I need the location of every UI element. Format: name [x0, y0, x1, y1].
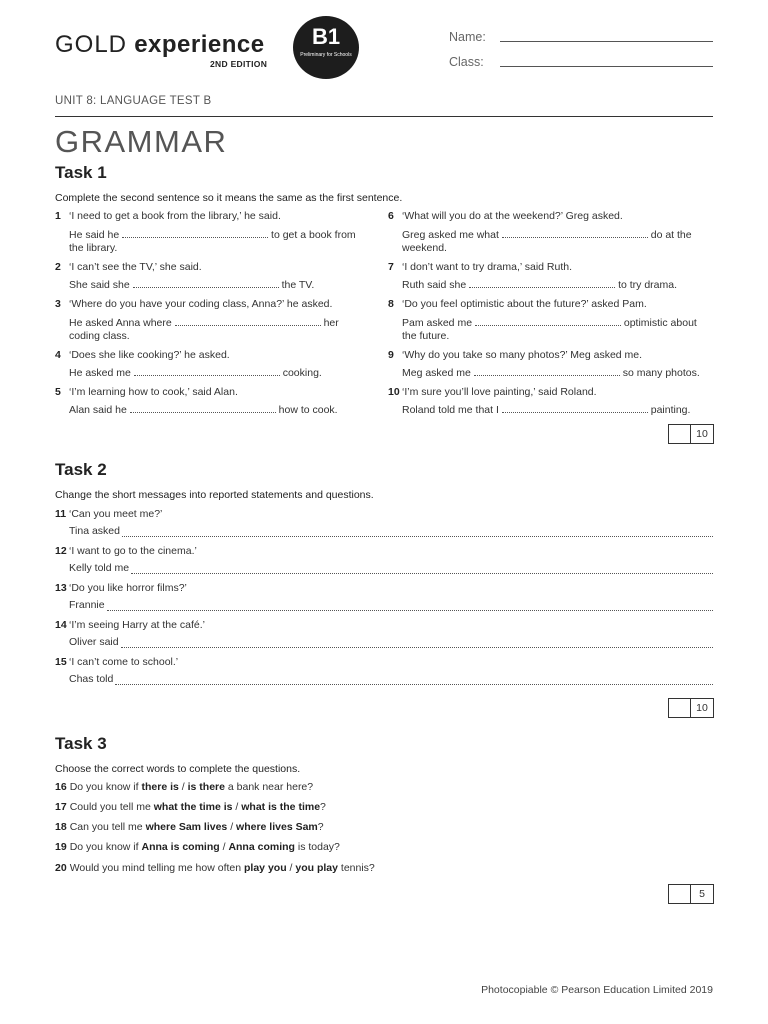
task3-question: 20 Would you mind telling me how often play you / you play tennis? [55, 862, 375, 874]
task1-question: 6 ‘What will you do at the weekend?’ Greg asked. Greg asked me what do at the weekend. [388, 210, 692, 254]
task1-question: 2 ‘I can’t see the TV,’ she said. She said she the TV. [55, 261, 315, 291]
task3-score-box[interactable] [668, 884, 714, 904]
task2-answer-line: Oliver said [69, 636, 713, 648]
score-entry[interactable] [669, 699, 691, 717]
task1-question: 3 ‘Where do you have your coding class, Anna?’ he asked. He asked Anna where her coding class. [55, 298, 339, 342]
answer-blank[interactable] [474, 366, 620, 376]
logo-gold-text: GOLD [55, 31, 128, 58]
answer-blank[interactable] [175, 316, 321, 326]
answer-blank[interactable] [122, 527, 713, 537]
level-badge [293, 16, 359, 79]
answer-blank[interactable] [115, 675, 713, 685]
task3-instruction: Choose the correct words to complete the questions. [55, 763, 301, 775]
task2-heading: Task 2 [55, 460, 107, 479]
answer-blank[interactable] [469, 278, 615, 288]
task2-score-box[interactable] [668, 698, 714, 718]
score-total: 10 [696, 702, 708, 714]
answer-line: He asked me cooking. [69, 367, 322, 379]
answer-line: He asked Anna where her coding class. [69, 317, 339, 342]
answer-blank[interactable] [122, 228, 268, 238]
option-a[interactable]: Anna is coming [141, 841, 220, 853]
answer-line: Meg asked me so many photos. [402, 367, 700, 379]
name-label: Name: [449, 30, 486, 44]
class-field[interactable] [500, 66, 713, 67]
task3-question: 16 Do you know if there is / is there a bank near here? [55, 781, 314, 793]
option-b[interactable]: you play [295, 862, 338, 874]
task2-instruction: Change the short messages into reported statements and questions. [55, 489, 374, 501]
header-divider [55, 116, 713, 117]
option-b[interactable]: Anna coming [228, 841, 295, 853]
answer-blank[interactable] [502, 403, 648, 413]
option-a[interactable]: there is [141, 781, 179, 793]
option-a[interactable]: what the time is [153, 801, 233, 813]
task1-question: 9 ‘Why do you take so many photos?’ Meg asked me. Meg asked me so many photos. [388, 349, 700, 379]
task1-score-box[interactable] [668, 424, 714, 444]
task3-heading: Task 3 [55, 734, 107, 753]
task1-question: 4 ‘Does she like cooking?’ he asked. He asked me cooking. [55, 349, 322, 379]
answer-blank[interactable] [131, 564, 713, 574]
answer-line: Greg asked me what do at the weekend. [402, 229, 692, 254]
task1-instruction: Complete the second sentence so it means the same as the first sentence. [55, 192, 403, 204]
answer-line: Pam asked me optimistic about the future. [402, 317, 697, 342]
badge-level: B1 [311, 24, 341, 49]
option-b[interactable]: where lives Sam [236, 821, 318, 833]
answer-line: Roland told me that I painting. [402, 404, 691, 416]
answer-blank[interactable] [134, 366, 280, 376]
option-a[interactable]: where Sam lives [145, 821, 228, 833]
page-title: GRAMMAR [55, 124, 228, 159]
option-b[interactable]: what is the time [241, 801, 321, 813]
copyright-footer: Photocopiable © Pearson Education Limited 2019 [481, 984, 713, 996]
task1-heading: Task 1 [55, 163, 107, 182]
question-text: ‘I need to get a book from the library,’ he said. [69, 210, 281, 222]
answer-blank[interactable] [121, 638, 713, 648]
name-field[interactable] [500, 41, 713, 42]
task3-question: 18 Can you tell me where Sam lives / where lives Sam? [55, 821, 324, 833]
option-a[interactable]: play you [244, 862, 287, 874]
question-number: 1 [55, 210, 61, 222]
score-entry[interactable] [669, 885, 691, 903]
answer-blank[interactable] [502, 228, 648, 238]
score-entry[interactable] [669, 425, 691, 443]
task2-question: 14 ‘I’m seeing Harry at the café.’ [55, 619, 205, 631]
task2-question: 15 ‘I can’t come to school.’ [55, 656, 179, 668]
option-b[interactable]: is there [187, 781, 225, 793]
answer-blank[interactable] [130, 403, 276, 413]
answer-blank[interactable] [475, 316, 621, 326]
task2-answer-line: Chas told [69, 673, 713, 685]
task3-question: 19 Do you know if Anna is coming / Anna coming is today? [55, 841, 340, 853]
answer-line: She said she the TV. [69, 279, 315, 291]
task3-question: 17 Could you tell me what the time is / what is the time? [55, 801, 326, 813]
score-total: 10 [696, 428, 708, 440]
task2-answer-line: Frannie [69, 599, 713, 611]
task1-question: 7 ‘I don’t want to try drama,’ said Ruth. Ruth said she to try drama. [388, 261, 677, 291]
task1-question: 10 ‘I’m sure you’ll love painting,’ said Roland. Roland told me that I painting. [388, 386, 691, 416]
task2-question: 11 ‘Can you meet me?’ [55, 508, 163, 520]
score-total: 5 [699, 888, 705, 900]
answer-blank[interactable] [107, 601, 713, 611]
task1-question [55, 210, 375, 254]
task2-question: 12 ‘I want to go to the cinema.’ [55, 545, 197, 557]
task2-question: 13 ‘Do you like horror films?’ [55, 582, 187, 594]
answer-line: Alan said he how to cook. [69, 404, 338, 416]
unit-label: UNIT 8: LANGUAGE TEST B [55, 95, 212, 107]
task1-question: 5 ‘I’m learning how to cook,’ said Alan. Alan said he how to cook. [55, 386, 338, 416]
task2-answer-line: Tina asked [69, 525, 713, 537]
logo [55, 31, 265, 59]
answer-line: Ruth said she to try drama. [402, 279, 677, 291]
answer-blank[interactable] [133, 278, 279, 288]
answer-line: He said he to get a book from the library. [69, 229, 356, 254]
class-label: Class: [449, 55, 484, 69]
logo-experience-text: experience [134, 31, 265, 58]
task2-answer-line: Kelly told me [69, 562, 713, 574]
edition-label: 2ND EDITION [210, 59, 268, 69]
badge-subtitle: Preliminary for Schools [300, 52, 352, 58]
task1-question: 8 ‘Do you feel optimistic about the future?’ asked Pam. Pam asked me optimistic about the future. [388, 298, 697, 342]
